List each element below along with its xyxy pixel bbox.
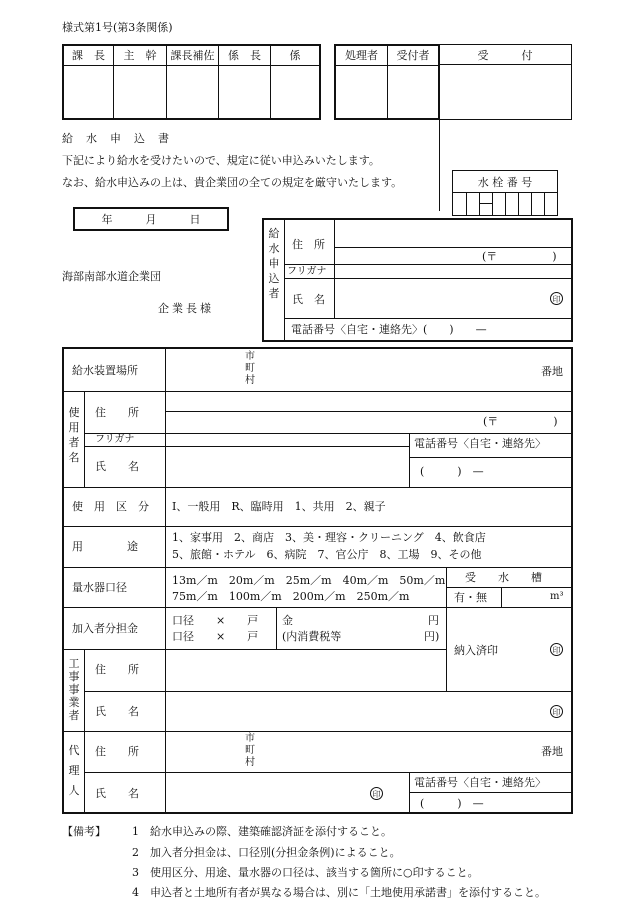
addressee-org: 海部南部水道企業団 [62,270,161,283]
device-city-1: 市 [245,351,255,362]
agent-side-label: 代理人 [68,744,80,797]
fee-amount-label: 金 [282,614,293,627]
reception-stamp-table [334,44,440,120]
approval-header-2: 主 幹 [123,49,157,62]
note-3-number: 3 [132,866,139,879]
contractor-seal-icon: 印 [550,705,563,718]
agent-city-3: 村 [245,757,255,768]
approval-header-5: 係 [289,49,301,62]
approval-stamp-table [62,44,321,120]
device-location-label: 給水装置場所 [72,364,138,377]
device-banchi: 番地 [541,365,563,378]
meter-number-label: 水 栓 番 号 [477,176,533,189]
form-title: 給 水 申 込 書 [62,132,170,145]
date-field[interactable] [73,207,229,231]
tank-value[interactable]: 有・無 [454,591,487,604]
reception-stamp-label: 受 付 [477,49,533,62]
date-label: 年 月 日 [101,213,201,226]
meter-diameter-line-2[interactable]: 75m／m 100m／m 200m／m 250m／m [172,590,410,603]
purpose-line-2[interactable]: 5、旅館・ホテル 6、病院 7、官公庁 8、工場 9、その他 [172,548,482,561]
agent-name-label: 氏 名 [95,787,139,800]
user-postal: (〒 ) [483,415,558,428]
note-1-text: 給水申込みの際、建築確認済証を添付すること。 [150,825,392,838]
note-4-number: 4 [132,886,139,899]
fee-diameter-row-2: 口径 × 戸 [172,630,259,643]
meter-diameter-line-1[interactable]: 13m／m 20m／m 25m／m 40m／m 50m／m [172,574,446,587]
fee-tax-label: (内消費税等 [282,630,342,643]
user-phone-header: 電話番号〈自宅・連絡先〉 [414,437,546,450]
device-city-2: 町 [245,363,255,374]
applicant-side-label: 給水申込者 [268,227,280,300]
main-form-table [62,347,573,814]
device-city-3: 村 [245,375,255,386]
reception-stamp-box [439,44,572,120]
applicant-furigana-label: フリガナ [287,266,327,277]
fee-tax-unit: 円) [424,630,440,643]
usage-category-value[interactable]: Ⅰ、一般用 R、臨時用 1、共用 2、親子 [172,500,386,513]
agent-city-2: 町 [245,745,255,756]
agent-seal-icon: 印 [370,787,383,800]
contractor-name-label: 氏 名 [95,705,139,718]
applicant-address-label: 住 所 [292,238,325,251]
meter-number-box [452,170,558,216]
user-phone-value: ( ) — [420,465,484,478]
notes-label: 【備考】 [62,825,106,838]
intro-line-2: なお、給水申込みの上は、貴企業団の全ての規定を厳守いたします。 [62,176,403,189]
reception-header-1: 処理者 [345,49,378,62]
note-2-text: 加入者分担金は、口径別(分担金条例)によること。 [150,846,401,859]
purpose-line-1[interactable]: 1、家事用 2、商店 3、美・理容・クリーニング 4、飲食店 [172,531,486,544]
agent-banchi: 番地 [541,745,563,758]
tank-unit: m³ [550,591,564,602]
subscriber-fee-label: 加入者分担金 [72,622,138,635]
agent-phone-value: ( ) — [420,797,484,810]
agent-city-1: 市 [245,733,255,744]
fee-amount-unit: 円 [428,614,439,627]
purpose-label: 用 途 [72,540,138,553]
agent-address-label: 住 所 [95,745,139,758]
intro-line-1: 下記により給水を受けたいので、規定に従い申込みいたします。 [62,154,380,167]
fee-diameter-row-1: 口径 × 戸 [172,614,259,627]
applicant-phone: 電話番号〈自宅・連絡先〉( ) — [291,323,487,336]
user-address-label: 住 所 [95,406,139,419]
contractor-address-label: 住 所 [95,663,139,676]
fee-paid-label: 納入済印 [454,644,498,657]
user-side-label: 使用者名 [68,406,80,464]
usage-category-label: 使 用 区 分 [72,500,149,513]
approval-header-4: 係 長 [228,49,261,62]
user-furigana-label: フリガナ [95,434,135,445]
tank-label: 受 水 槽 [465,571,542,584]
agent-phone-header: 電話番号〈自宅・連絡先〉 [414,776,546,789]
applicant-box [262,218,573,342]
meter-diameter-label: 量水器口径 [72,581,127,594]
note-3-text: 使用区分、用途、量水器の口径は、該当する箇所に○印すること。 [150,866,479,879]
reception-header-2: 受付者 [396,49,430,62]
note-1-number: 1 [132,825,139,838]
note-2-number: 2 [132,846,139,859]
approval-header-1: 課 長 [72,49,105,62]
applicant-name-label: 氏 名 [292,293,325,306]
user-name-label: 氏 名 [95,460,139,473]
note-4-text: 申込者と土地所有者が異なる場合は、別に「土地使用承諾書」を添付すること。 [150,886,546,899]
approval-header-3: 課長補佐 [170,49,215,62]
contractor-side-label: 工事事業者 [68,657,80,722]
paid-seal-icon: 印 [550,643,563,656]
addressee-title: 企業長様 [158,302,214,315]
seal-icon: 印 [550,292,563,305]
applicant-postal: (〒 ) [482,250,557,263]
form-number: 様式第1号(第3条関係) [62,21,173,34]
